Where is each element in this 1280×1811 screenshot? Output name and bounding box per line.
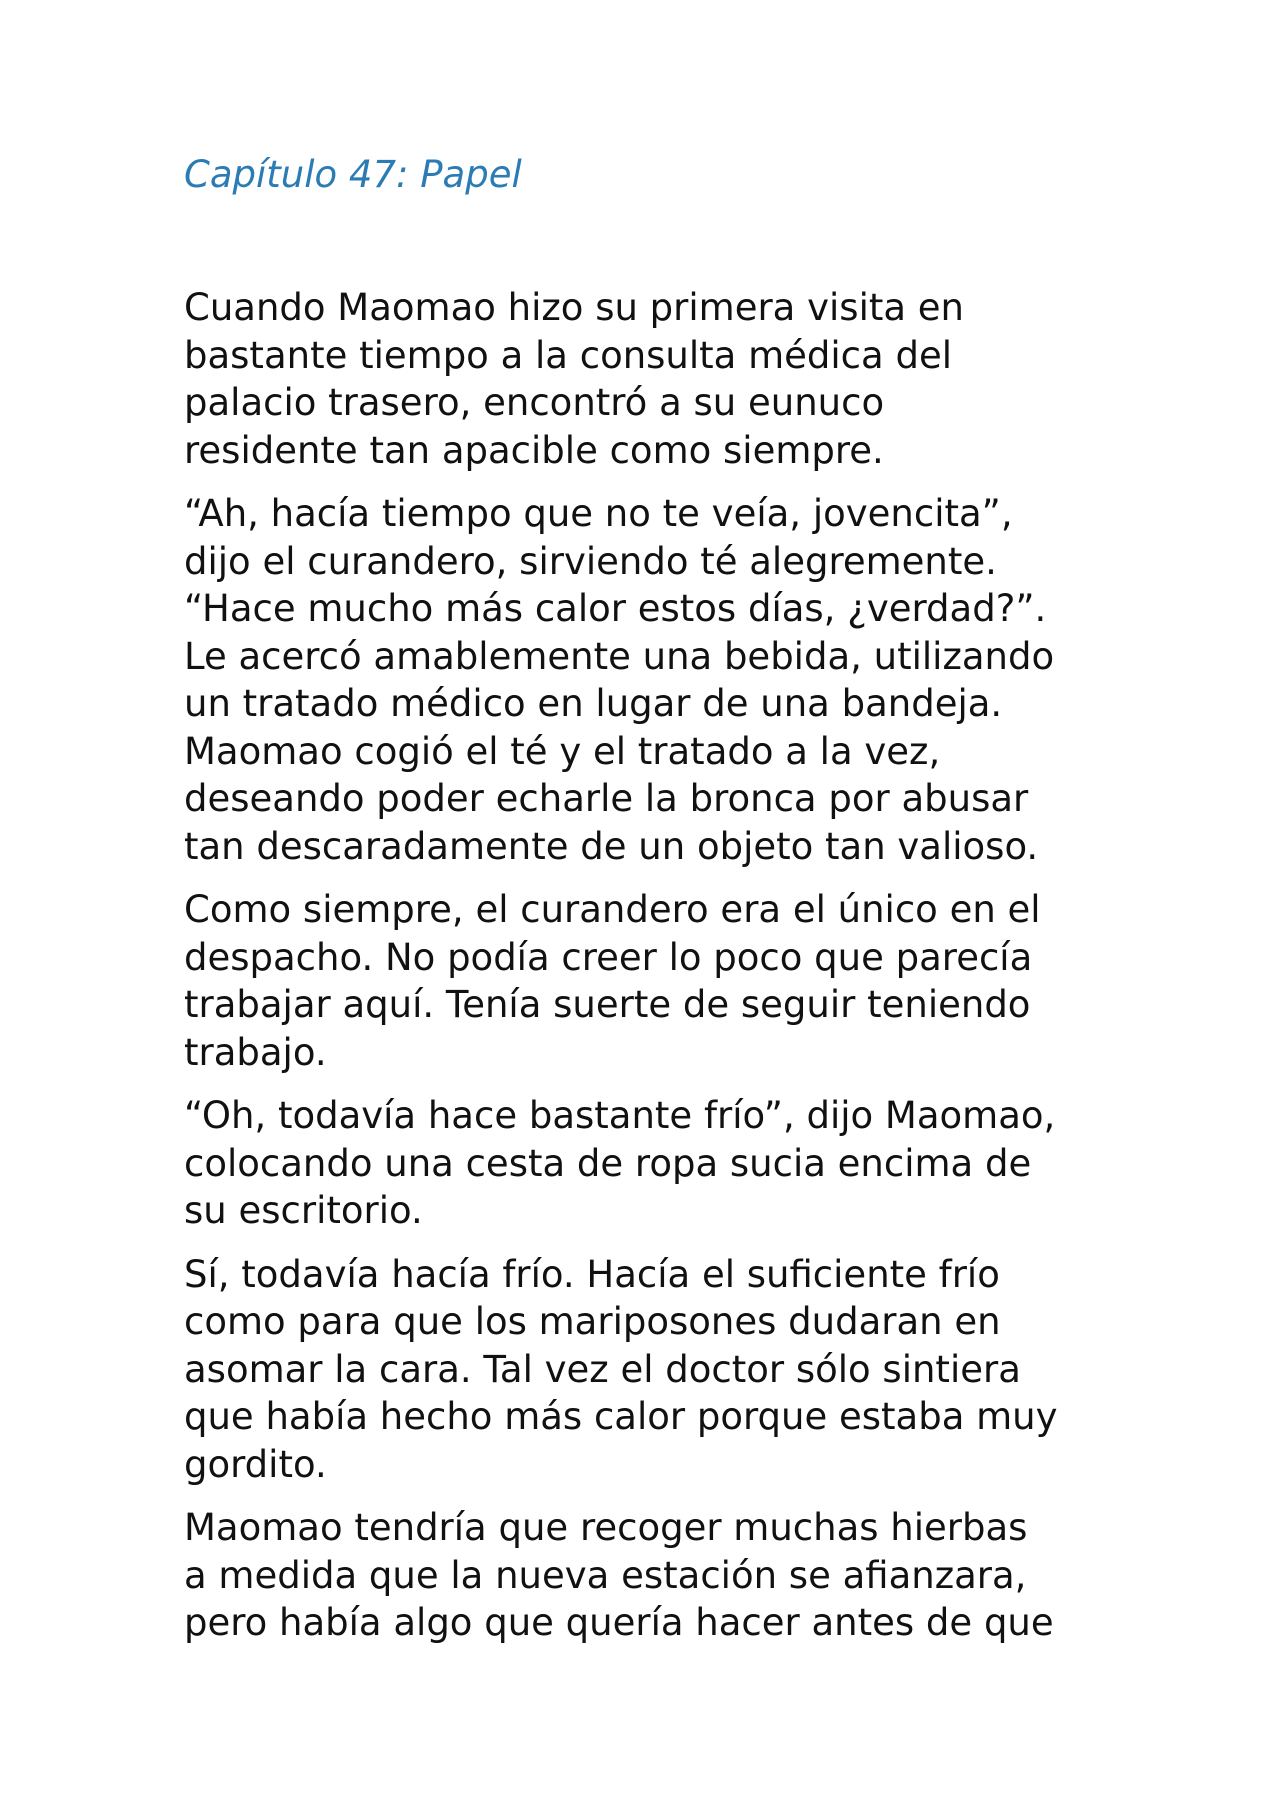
text-line: colocando una cesta de ropa sucia encima de	[184, 1141, 1032, 1185]
text-line: Maomao cogió el té y el tratado a la vez,	[184, 729, 941, 773]
paragraph	[184, 490, 1184, 870]
paragraph	[184, 1092, 1184, 1235]
text-line: deseando poder echarle la bronca por abusar	[184, 777, 1029, 820]
text-line: bastante tiempo a la consulta médica del	[184, 333, 952, 377]
text-line: asomar la cara. Tal vez el doctor sólo sintiera	[184, 1347, 1021, 1391]
text-line: su escritorio.	[184, 1189, 423, 1232]
text-line: residente tan apacible como siempre.	[184, 428, 884, 472]
text-line: trabajar aquí. Tenía suerte de seguir teniendo	[184, 983, 1031, 1026]
chapter-body	[184, 284, 1184, 1663]
text-line: tan descaradamente de un objeto tan valioso.	[184, 824, 1039, 868]
text-line: trabajo.	[184, 1030, 327, 1074]
text-line: Le acercó amablemente una bebida, utilizando	[184, 634, 1055, 678]
text-line: Sí, todavía hacía frío. Hacía el suficiente frío	[184, 1252, 1000, 1296]
paragraph	[184, 1251, 1184, 1489]
text-line: despacho. No podía creer lo poco que parecía	[184, 935, 1033, 979]
text-line: que había hecho más calor porque estaba muy	[184, 1395, 1058, 1438]
text-line: “Oh, todavía hace bastante frío”, dijo Maomao,	[184, 1094, 1056, 1137]
text-line: Cuando Maomao hizo su primera visita en	[184, 286, 964, 329]
chapter-title: Capítulo 47: Papel	[184, 153, 522, 196]
paragraph	[184, 886, 1184, 1076]
text-line: a medida que la nueva estación se afianzara,	[184, 1553, 1027, 1597]
text-line: pero había algo que quería hacer antes de que	[184, 1601, 1054, 1644]
paragraph	[184, 284, 1184, 474]
text-line: como para que los mariposones dudaran en	[184, 1300, 1001, 1343]
paragraph	[184, 1504, 1184, 1647]
text-line: gordito.	[184, 1442, 327, 1486]
text-line: “Ah, hacía tiempo que no te veía, jovencita”,	[184, 492, 1013, 535]
text-line: palacio trasero, encontró a su eunuco	[184, 381, 885, 424]
text-line: “Hace mucho más calor estos días, ¿verdad?”.	[184, 587, 1047, 630]
text-line: Como siempre, el curandero era el único en el	[184, 888, 1041, 931]
text-line: Maomao tendría que recoger muchas hierbas	[184, 1506, 1028, 1549]
text-line: dijo el curandero, sirviendo té alegremente.	[184, 539, 997, 583]
text-line: un tratado médico en lugar de una bandeja.	[184, 682, 1003, 725]
